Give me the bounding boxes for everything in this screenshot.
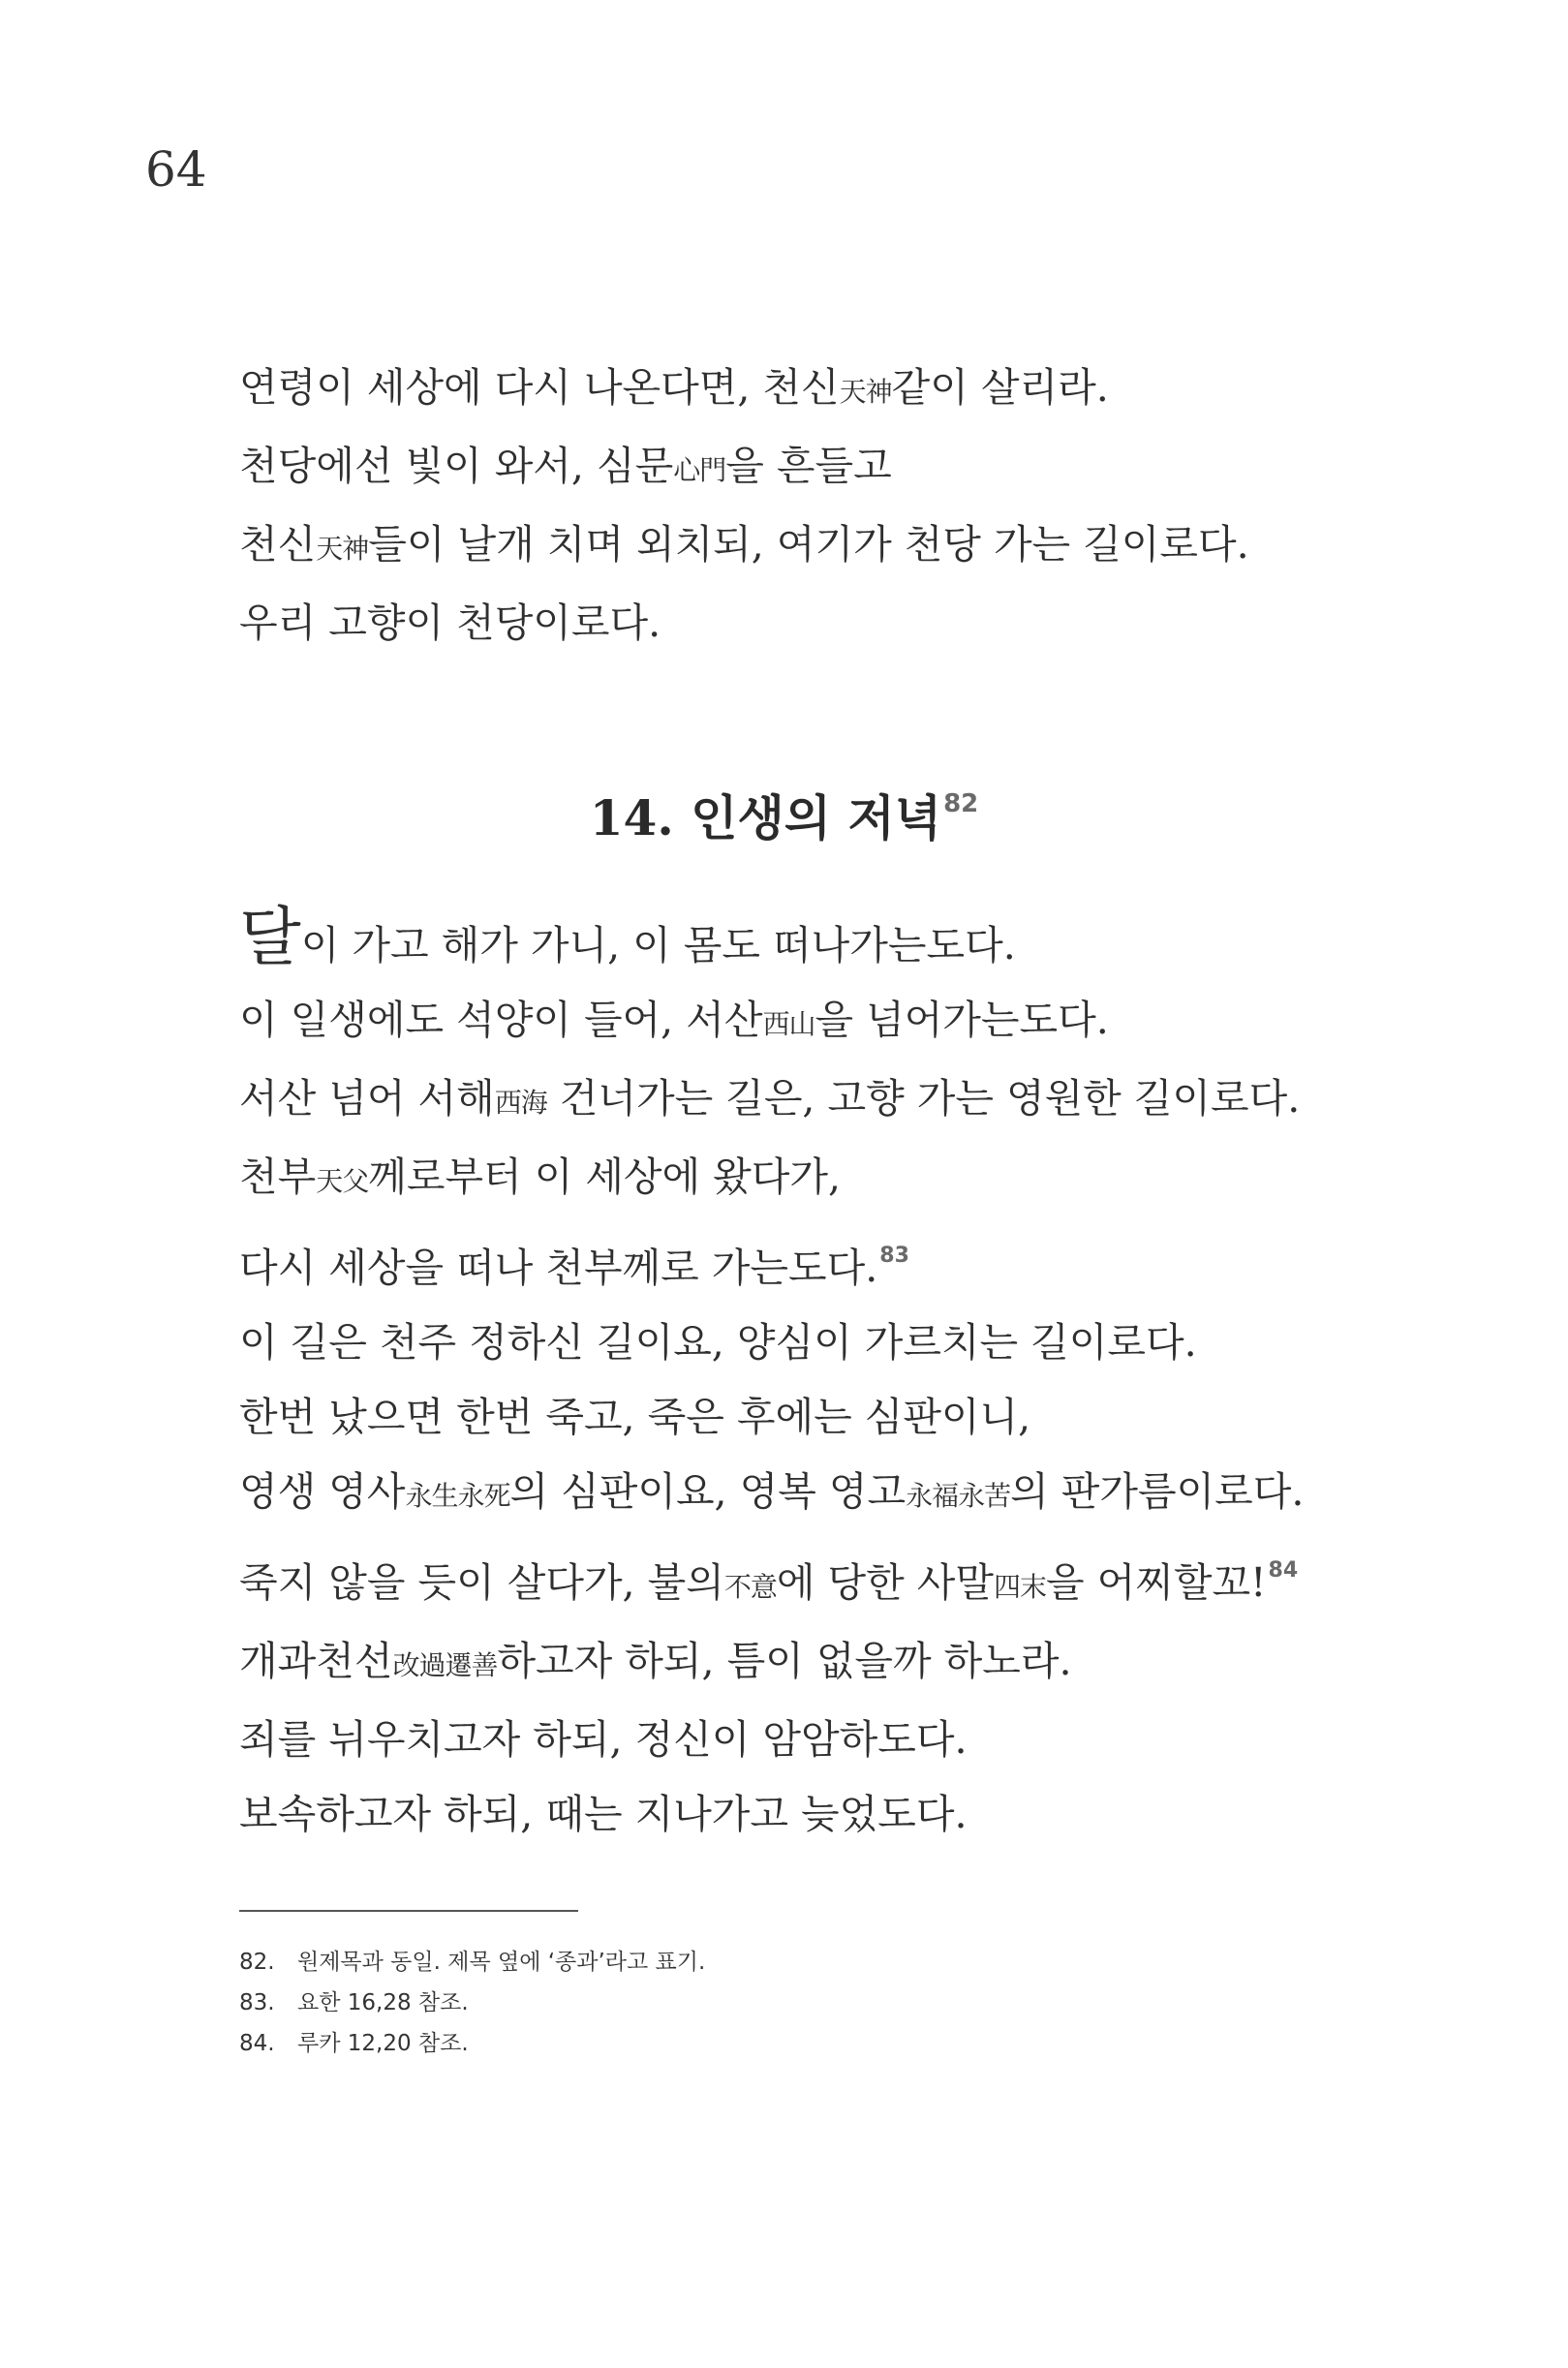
page-number: 64 — [145, 141, 207, 198]
poem-line — [239, 1703, 1353, 1777]
hanja-gloss: 永生永死 — [405, 1480, 510, 1512]
line-text: 연령이 세상에 다시 나온다면, 천신 — [239, 364, 840, 411]
line-text: 께로부터 이 세상에 왔다가, — [368, 1153, 842, 1200]
hanja-gloss: 四末 — [993, 1571, 1046, 1603]
line-text: 에 당한 사말 — [776, 1559, 994, 1606]
poem-line — [239, 429, 1353, 507]
poem-line — [239, 900, 1353, 983]
line-text: 서산 넘어 서해 — [239, 1075, 495, 1122]
hanja-gloss: 永福永苦 — [906, 1480, 1011, 1512]
line-text: 죽지 않을 듯이 살다가, 불의 — [239, 1559, 724, 1606]
poem-line — [239, 1306, 1353, 1380]
line-text: 천당에선 빛이 와서, 심문 — [239, 443, 674, 489]
footnote-ref: 83 — [879, 1244, 909, 1268]
line-text: 들이 날개 치며 외치되, 여기가 천당 가는 길이로다. — [368, 521, 1249, 568]
footnote-text: 요한 16,28 참조. — [297, 1990, 469, 2015]
hanja-gloss: 天父 — [316, 1165, 369, 1197]
line-text: 보속하고자 하되, 때는 지나가고 늦었도다. — [239, 1791, 968, 1837]
line-text: 이 길은 천주 정하신 길이요, 양심이 가르치는 길이로다. — [239, 1319, 1197, 1366]
line-text: 죄를 뉘우치고자 하되, 정신이 암암하도다. — [239, 1716, 968, 1763]
footnote-number: 82. — [239, 1950, 275, 1975]
line-text: 천신 — [239, 521, 317, 568]
drop-cap: 달 — [239, 900, 301, 974]
footnote-ref: 82 — [943, 789, 979, 818]
hanja-gloss: 心門 — [673, 454, 726, 486]
line-text: 이 가고 해가 가니, 이 몸도 떠나가는도다. — [300, 922, 1016, 969]
footnote-divider — [239, 1910, 578, 1912]
hanja-gloss: 改過遷善 — [392, 1649, 498, 1681]
line-text: 이 일생에도 석양이 들어, 서산 — [239, 997, 763, 1043]
main-poem — [239, 900, 1353, 1852]
footnote — [239, 2023, 705, 2064]
footnote — [239, 1942, 705, 1983]
poem-line — [239, 1380, 1353, 1455]
top-poem — [239, 351, 1353, 661]
poem-line — [239, 1624, 1353, 1703]
poem-line — [239, 1061, 1353, 1140]
hanja-gloss: 不意 — [723, 1571, 777, 1603]
line-text: 을 흔들고 — [725, 443, 892, 489]
footnotes — [239, 1942, 705, 2064]
poem-line — [239, 1455, 1353, 1533]
footnote-number: 83. — [239, 1990, 275, 2015]
line-text: 개과천선 — [239, 1638, 393, 1684]
line-text: 의 판가름이로다. — [1010, 1468, 1305, 1515]
footnote-text: 루카 12,20 참조. — [297, 2031, 469, 2056]
hanja-gloss: 天神 — [316, 533, 369, 565]
footnote-text: 원제목과 동일. 제목 옆에 ‘종과’라고 표기. — [297, 1950, 706, 1975]
line-text: 을 어찌할꼬! — [1045, 1559, 1267, 1606]
line-text: 천부 — [239, 1153, 317, 1200]
hanja-gloss: 西山 — [762, 1008, 815, 1040]
poem-line — [239, 983, 1353, 1061]
footnote-number: 84. — [239, 2031, 275, 2056]
line-text: 의 심판이요, 영복 영고 — [509, 1468, 907, 1515]
poem-line — [239, 1777, 1353, 1852]
line-text: 을 넘어가는도다. — [815, 997, 1109, 1043]
line-text: 한번 났으면 한번 죽고, 죽은 후에는 심판이니, — [239, 1394, 1031, 1440]
poem-line — [239, 586, 1353, 661]
footnote — [239, 1983, 705, 2023]
line-text: 건너가는 길은, 고향 가는 영원한 길이로다. — [546, 1075, 1301, 1122]
poem-line — [239, 351, 1353, 429]
hanja-gloss: 西海 — [494, 1087, 547, 1119]
line-text: 다시 세상을 떠나 천부께로 가는도다. — [239, 1245, 878, 1291]
poem-line — [239, 1140, 1353, 1218]
footnote-ref: 84 — [1268, 1558, 1299, 1583]
poem-line — [239, 507, 1353, 586]
line-text: 같이 살리라. — [891, 364, 1109, 411]
section-title-text: 14. 인생의 저녁 — [589, 789, 942, 846]
poem-line — [239, 1218, 1353, 1306]
line-text: 하고자 하되, 틈이 없을까 하노라. — [497, 1638, 1072, 1684]
line-text: 영생 영사 — [239, 1468, 406, 1515]
hanja-gloss: 天神 — [839, 376, 892, 408]
line-text: 우리 고향이 천당이로다. — [239, 600, 661, 646]
section-title — [0, 775, 1568, 847]
poem-line — [239, 1533, 1353, 1624]
